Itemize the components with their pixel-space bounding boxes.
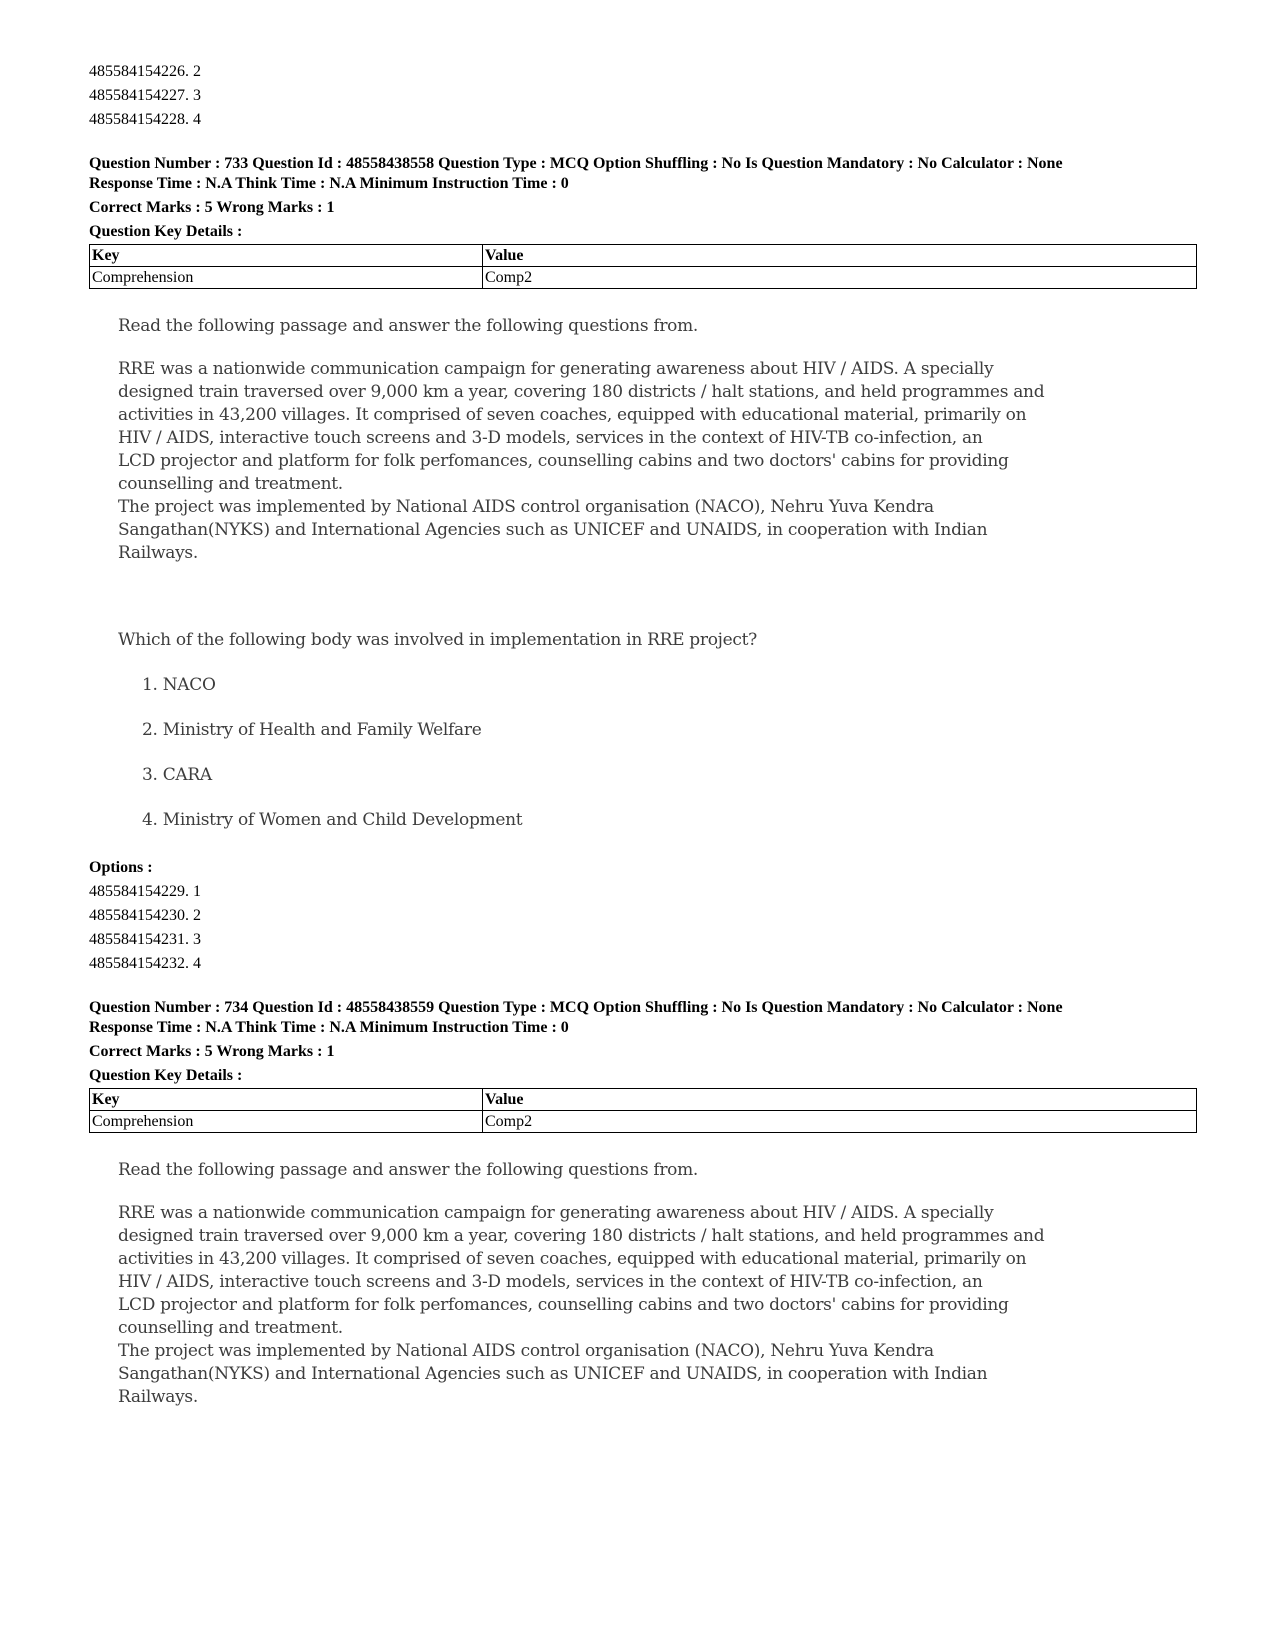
table-header-key: Key: [90, 245, 483, 267]
question-block-734: [89, 998, 1199, 1409]
passage-instruction: Read the following passage and answer the following questions from.: [118, 1160, 699, 1180]
passage-line: LCD projector and platform for folk perfomances, counselling cabins and two doctors' cabins for providing: [118, 1295, 1009, 1315]
passage-line: RRE was a nationwide communication campaign for generating awareness about HIV / AIDS. A specially: [118, 1203, 994, 1223]
table-header-value: Value: [483, 1089, 1197, 1111]
passage-line: Railways.: [118, 1387, 198, 1407]
choice-item: 1. NACO: [142, 675, 216, 695]
table-row: [90, 1111, 1197, 1133]
question-marks: Correct Marks : 5 Wrong Marks : 1: [89, 1043, 335, 1060]
question-timing-line: Response Time : N.A Think Time : N.A Minimum Instruction Time : 0: [89, 1019, 569, 1036]
option-item: 485584154232. 4: [89, 955, 201, 972]
passage-line: RRE was a nationwide communication campaign for generating awareness about HIV / AIDS. A specially: [118, 359, 994, 379]
passage-line: designed train traversed over 9,000 km a year, covering 180 districts / halt stations, and held programmes and: [118, 1226, 1045, 1246]
table-header-row: [90, 1089, 1197, 1111]
passage-line: Sangathan(NYKS) and International Agencies such as UNICEF and UNAIDS, in cooperation with Indian: [118, 520, 988, 540]
choice-item: 2. Ministry of Health and Family Welfare: [142, 720, 482, 740]
question-meta-line: Question Number : 733 Question Id : 48558438558 Question Type : MCQ Option Shuffling : No Is Question Mandatory : No Calculator : None: [89, 155, 1063, 172]
question-key-table: [89, 1088, 1197, 1133]
passage-text: [118, 358, 1199, 565]
option-item: 485584154229. 1: [89, 883, 201, 900]
question-timing-line: Response Time : N.A Think Time : N.A Minimum Instruction Time : 0: [89, 175, 569, 192]
option-item: 485584154230. 2: [89, 907, 201, 924]
question-key-table: [89, 244, 1197, 289]
question-meta-line: Question Number : 734 Question Id : 48558438559 Question Type : MCQ Option Shuffling : No Is Question Mandatory : No Calculator : None: [89, 999, 1063, 1016]
passage-line: Sangathan(NYKS) and International Agencies such as UNICEF and UNAIDS, in cooperation with Indian: [118, 1364, 988, 1384]
question-image: [118, 315, 1199, 832]
passage-line: HIV / AIDS, interactive touch screens and 3-D models, services in the context of HIV-TB co-infection, an: [118, 1272, 983, 1292]
option-item: 485584154231. 3: [89, 931, 201, 948]
table-header-row: [90, 245, 1197, 267]
question-marks: Correct Marks : 5 Wrong Marks : 1: [89, 199, 335, 216]
choice-list: [118, 674, 1199, 832]
table-cell-value: Comp2: [483, 1111, 1197, 1133]
passage-line: activities in 43,200 villages. It comprised of seven coaches, equipped with educational material, primarily on: [118, 405, 1027, 425]
passage-line: designed train traversed over 9,000 km a year, covering 180 districts / halt stations, and held programmes and: [118, 382, 1045, 402]
previous-options-list: [89, 60, 1199, 132]
passage-instruction: Read the following passage and answer the following questions from.: [118, 316, 699, 336]
table-cell-key: Comprehension: [90, 267, 483, 289]
question-key-details-label: Question Key Details :: [89, 223, 243, 240]
choice-item: 3. CARA: [142, 765, 212, 785]
question-text: Which of the following body was involved in implementation in RRE project?: [118, 630, 757, 650]
option-item: 485584154227. 3: [89, 87, 201, 104]
passage-text: [118, 1202, 1199, 1409]
question-image: [118, 1159, 1199, 1409]
passage-line: LCD projector and platform for folk perfomances, counselling cabins and two doctors' cabins for providing: [118, 451, 1009, 471]
table-cell-key: Comprehension: [90, 1111, 483, 1133]
passage-line: counselling and treatment.: [118, 474, 343, 494]
document-page: [89, 60, 1199, 1409]
passage-line: counselling and treatment.: [118, 1318, 343, 1338]
passage-line: HIV / AIDS, interactive touch screens and 3-D models, services in the context of HIV-TB co-infection, an: [118, 428, 983, 448]
passage-line: The project was implemented by National AIDS control organisation (NACO), Nehru Yuva Kendra: [118, 1341, 934, 1361]
passage-line: The project was implemented by National AIDS control organisation (NACO), Nehru Yuva Kendra: [118, 497, 934, 517]
table-cell-value: Comp2: [483, 267, 1197, 289]
options-label: Options :: [89, 859, 153, 876]
option-item: 485584154228. 4: [89, 111, 201, 128]
question-block-733: [89, 154, 1199, 976]
options-list: [89, 880, 1199, 976]
choice-item: 4. Ministry of Women and Child Development: [142, 810, 523, 830]
table-row: [90, 267, 1197, 289]
table-header-key: Key: [90, 1089, 483, 1111]
option-item: 485584154226. 2: [89, 63, 201, 80]
passage-line: activities in 43,200 villages. It comprised of seven coaches, equipped with educational material, primarily on: [118, 1249, 1027, 1269]
table-header-value: Value: [483, 245, 1197, 267]
passage-line: Railways.: [118, 543, 198, 563]
question-key-details-label: Question Key Details :: [89, 1067, 243, 1084]
